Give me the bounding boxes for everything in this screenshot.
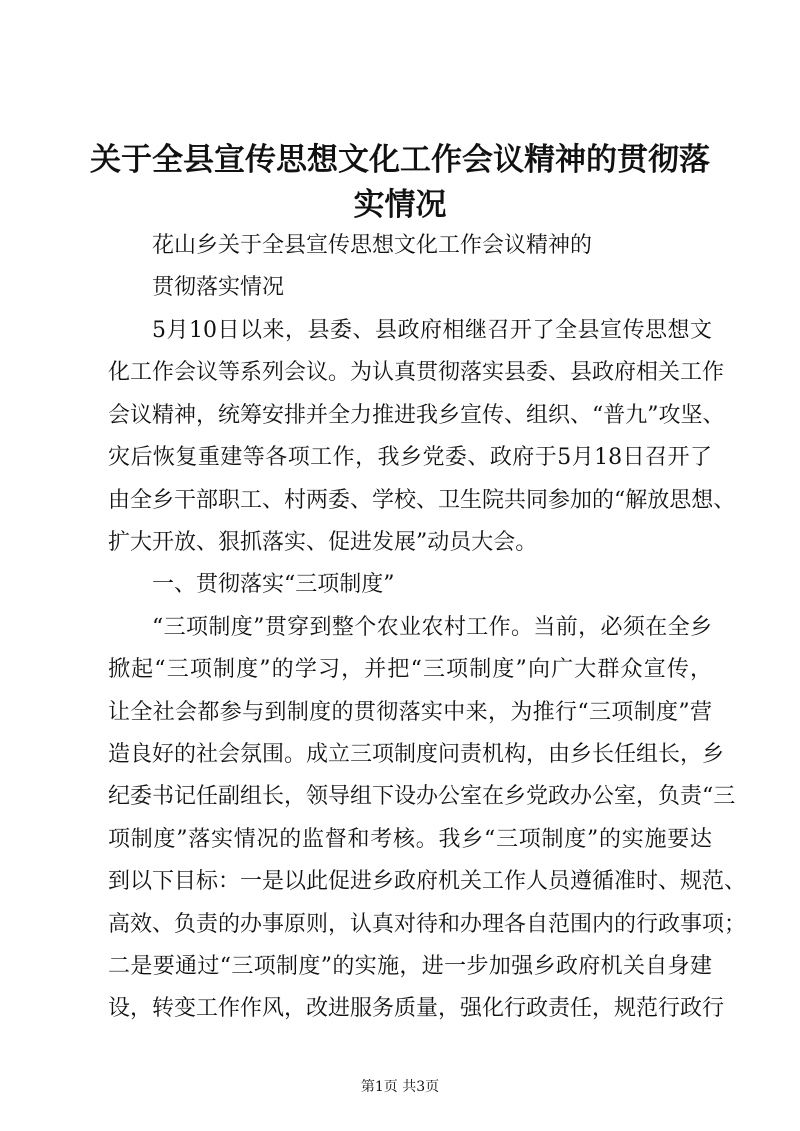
body-text-line: 到以下目标：一是以此促进乡政府机关工作人员遵循准时、规范、 <box>108 869 747 895</box>
subtitle-line-1: 花山乡关于全县宣传思想文化工作会议精神的 <box>152 233 593 258</box>
body-text-line: 设，转变工作作风，改进服务质量，强化行政责任，规范行政行 <box>108 996 725 1022</box>
body-text-line: 扩大开放、狠抓落实、促进发展”动员大会。 <box>108 530 538 555</box>
body-text-line: 造良好的社会氛围。成立三项制度问责机构，由乡长任组长，乡 <box>108 742 725 767</box>
page-footer: 第1页 共3页 <box>360 1079 440 1095</box>
body-text-line: 让全社会都参与到制度的贯彻落实中来，为推行“三项制度”营 <box>108 699 712 725</box>
body-text-line: 5月10日以来，县委、县政府相继召开了全县宣传思想文 <box>152 318 712 343</box>
body-text-line: 纪委书记任副组长，领导组下设办公室在乡党政办公室，负责“三 <box>108 784 736 810</box>
body-text-line: 二是要通过“三项制度”的实施，进一步加强乡政府机关自身建 <box>108 954 712 979</box>
body-text-line: 高效、负责的办事原则，认真对待和办理各自范围内的行政事项； <box>108 911 747 937</box>
document-title-line-1: 关于全县宣传思想文化工作会议精神的贯彻落 <box>90 142 710 178</box>
body-text-line: 灾后恢复重建等各项工作，我乡党委、政府于5月18日召开了 <box>108 445 712 471</box>
body-text-line: 会议精神，统筹安排并全力推进我乡宣传、组织、“普九”攻坚、 <box>108 402 725 428</box>
body-text-line: 掀起“三项制度”的学习，并把“三项制度”向广大群众宣传， <box>108 657 712 683</box>
body-text-line: 一、贯彻落实“三项制度” <box>152 572 395 598</box>
body-text-line: 由全乡干部职工、村两委、学校、卫生院共同参加的“解放思想、 <box>108 487 736 513</box>
body-text-line: 化工作会议等系列会议。为认真贯彻落实县委、县政府相关工作 <box>108 360 725 386</box>
body-text-line: 项制度”落实情况的监督和考核。我乡“三项制度”的实施要达 <box>108 826 712 852</box>
document-title-line-2: 实情况 <box>353 187 447 223</box>
body-text-line: “三项制度”贯穿到整个农业农村工作。当前，必须在全乡 <box>152 614 712 640</box>
subtitle-line-2: 贯彻落实情况 <box>152 275 285 300</box>
